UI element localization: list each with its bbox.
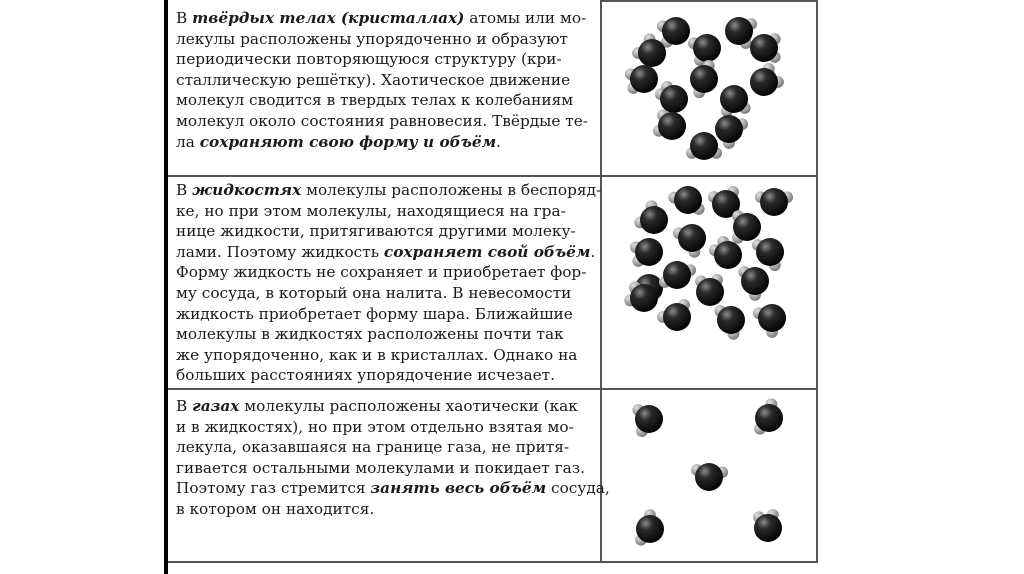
text-line — [176, 396, 596, 417]
text-span: гивается остальными молекулами и покидает газ. — [176, 458, 585, 477]
water-molecule — [755, 188, 793, 216]
water-molecule — [632, 404, 663, 437]
water-molecule — [714, 305, 745, 340]
water-molecule — [750, 63, 784, 96]
text-span: лекулы расположены упорядоченно и образуют — [176, 29, 568, 48]
text-solids — [176, 8, 596, 152]
emphasis-text: твёрдых телах (кристаллах) — [192, 9, 465, 27]
oxygen-atom — [741, 267, 769, 295]
oxygen-atom — [678, 224, 706, 252]
text-span: молекул сводится в твердых телах к колебаниям — [176, 91, 574, 110]
oxygen-atom — [760, 188, 788, 216]
oxygen-atom — [690, 65, 718, 93]
text-span: Форму жидкость не сохраняет и приобретает фор- — [176, 263, 587, 282]
text-span: же упорядоченно, как и в кристаллах. Однако на — [176, 345, 578, 364]
water-molecule — [753, 304, 786, 338]
text-line — [176, 221, 596, 242]
text-span: . — [590, 242, 596, 261]
water-molecule — [635, 509, 664, 545]
text-span: сосуда, — [546, 479, 610, 498]
text-line — [176, 324, 596, 345]
text-span: ке, но при этом молекулы, находящиеся на гра- — [176, 201, 566, 220]
oxygen-atom — [630, 284, 658, 312]
text-span: жидкость приобретает форму шара. Ближайшие — [176, 304, 573, 323]
table-right-border — [816, 0, 818, 563]
oxygen-atom — [636, 515, 664, 543]
oxygen-atom — [658, 112, 686, 140]
text-span: ла — [176, 132, 200, 151]
text-span: и в жидкостях), но при этом отдельно взятая мо- — [176, 417, 574, 436]
text-span: атомы или мо- — [464, 9, 587, 27]
text-line — [176, 111, 596, 132]
water-molecule — [738, 266, 769, 301]
row-divider — [168, 388, 818, 390]
text-span: . — [496, 132, 501, 151]
text-span: в котором он находится. — [176, 499, 375, 518]
oxygen-atom — [640, 206, 668, 234]
oxygen-atom — [638, 39, 666, 67]
water-molecule — [668, 186, 704, 215]
emphasis-text: занять весь объём — [370, 479, 547, 498]
water-molecule — [673, 224, 706, 258]
water-molecule — [690, 60, 718, 98]
water-molecule — [625, 65, 658, 94]
text-span: нице жидкости, притягиваются другими молеку- — [176, 222, 576, 241]
oxygen-atom — [754, 514, 782, 542]
text-line — [176, 29, 596, 50]
text-span: Поэтому газ стремится — [176, 479, 371, 498]
oxygen-atom — [755, 404, 783, 432]
molecules-solid-image — [604, 4, 814, 172]
oxygen-atom — [663, 261, 691, 289]
text-span: молекулы в жидкостях расположены почти так — [176, 325, 564, 344]
water-molecule — [686, 132, 722, 160]
oxygen-atom — [674, 186, 702, 214]
emphasis-text: сохраняют свою форму и объём — [199, 132, 497, 151]
text-span: лекула, оказавшаяся на границе газа, не притя- — [176, 438, 570, 457]
oxygen-atom — [660, 85, 688, 113]
oxygen-atom — [635, 405, 663, 433]
text-span: му сосуда, в который она налита. В невесомости — [176, 283, 572, 302]
text-span: сталлическую решётку). Хаотическое движение — [176, 70, 571, 89]
text-line — [176, 201, 596, 222]
text-span: В — [176, 181, 193, 199]
text-liquids — [176, 180, 602, 386]
water-molecule — [753, 509, 782, 542]
water-molecule — [754, 398, 783, 434]
text-line — [176, 304, 596, 325]
water-molecule — [720, 85, 751, 117]
oxygen-atom — [695, 463, 723, 491]
text-line — [176, 478, 610, 499]
emphasis-text: газах — [192, 397, 240, 415]
text-line — [176, 70, 596, 91]
table-bottom-border — [168, 561, 818, 563]
table-left-border — [164, 0, 168, 574]
water-molecule — [695, 274, 724, 306]
oxygen-atom — [717, 306, 745, 334]
text-span: В — [176, 397, 193, 415]
water-molecule — [659, 261, 696, 289]
water-molecule — [691, 463, 728, 491]
table-top-border — [600, 0, 818, 2]
oxygen-atom — [758, 304, 786, 332]
water-molecule — [653, 109, 686, 140]
text-line — [176, 90, 596, 111]
text-gases — [176, 396, 610, 520]
text-span: молекулы расположены хаотически (как — [239, 397, 578, 415]
oxygen-atom — [733, 213, 761, 241]
molecules-liquid-image — [604, 180, 814, 386]
text-span: периодически повторяющуюся структуру (кри- — [176, 50, 562, 69]
water-molecule — [632, 33, 666, 67]
water-molecule — [752, 238, 784, 271]
water-molecule — [750, 33, 781, 63]
text-line — [176, 242, 596, 263]
text-line — [176, 417, 596, 438]
oxygen-atom — [663, 303, 691, 331]
emphasis-text: сохраняет свой объём — [383, 242, 591, 261]
water-molecule — [657, 299, 691, 331]
text-span: В — [176, 9, 193, 27]
oxygen-atom — [662, 17, 690, 45]
oxygen-atom — [720, 85, 748, 113]
water-molecule — [732, 210, 761, 243]
water-molecule — [715, 115, 748, 149]
oxygen-atom — [714, 241, 742, 269]
water-molecule — [657, 17, 690, 48]
text-span: лами. Поэтому жидкость — [176, 242, 384, 261]
text-line — [176, 283, 596, 304]
oxygen-atom — [630, 65, 658, 93]
oxygen-atom — [690, 132, 718, 160]
text-line — [176, 458, 596, 479]
row-divider — [168, 175, 818, 177]
water-molecule — [655, 81, 688, 113]
water-molecule — [630, 238, 663, 267]
text-line — [176, 345, 596, 366]
oxygen-atom — [635, 238, 663, 266]
text-line — [176, 49, 596, 70]
text-line — [176, 499, 596, 520]
molecules-gas-image — [604, 392, 814, 560]
text-line — [176, 262, 596, 283]
oxygen-atom — [756, 238, 784, 266]
oxygen-atom — [750, 68, 778, 96]
oxygen-atom — [750, 34, 778, 62]
text-line — [176, 132, 596, 153]
oxygen-atom — [725, 17, 753, 45]
text-span: молекулы расположены в беспоряд- — [301, 181, 602, 199]
emphasis-text: жидкостях — [192, 181, 302, 199]
oxygen-atom — [693, 34, 721, 62]
text-line — [176, 437, 596, 458]
oxygen-atom — [715, 115, 743, 143]
text-span: молекул около состояния равновесия. Твёрдые те- — [176, 111, 588, 130]
text-line — [176, 365, 596, 386]
oxygen-atom — [696, 278, 724, 306]
water-molecule — [688, 34, 721, 66]
text-line — [176, 180, 602, 201]
water-molecule — [634, 200, 668, 234]
text-line — [176, 8, 596, 29]
text-span: больших расстояниях упорядочение исчезает. — [176, 366, 555, 385]
